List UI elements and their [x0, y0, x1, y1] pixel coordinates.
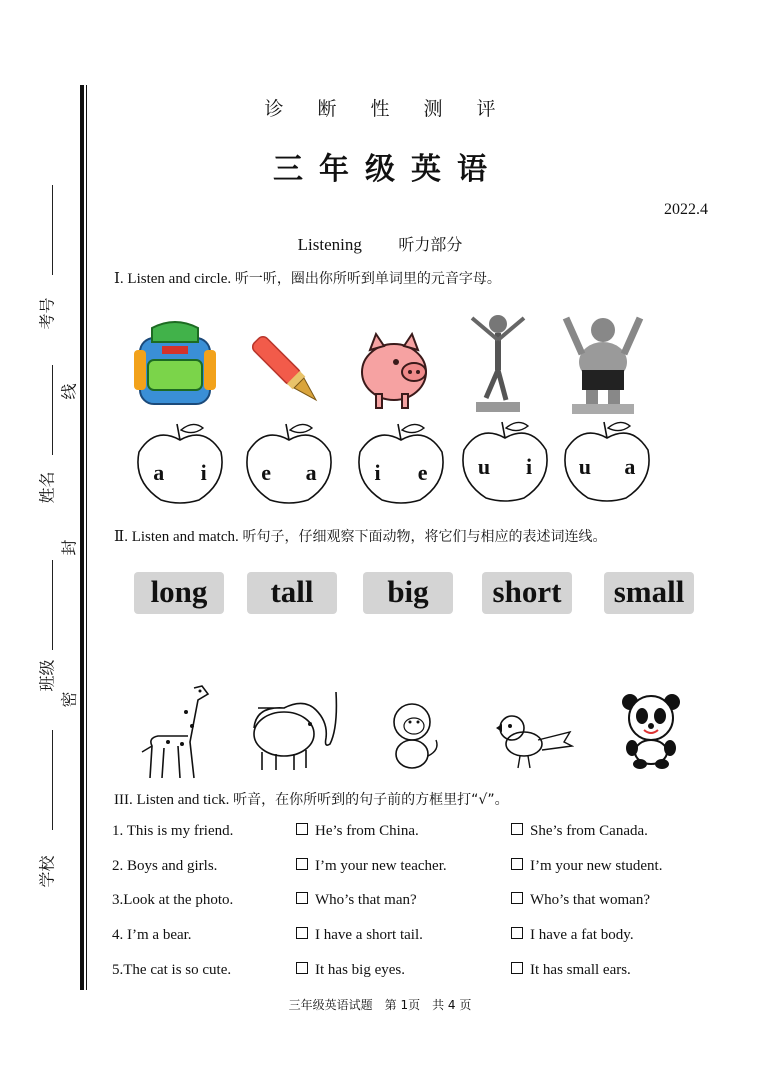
checkbox[interactable] — [511, 823, 523, 835]
tick-option-b[interactable]: She’s from Canada. — [511, 823, 648, 840]
apple-letter[interactable]: i — [525, 454, 533, 479]
word-card-long[interactable]: long — [134, 572, 224, 614]
apple-letter[interactable]: a — [153, 460, 165, 485]
apple-choice-3[interactable] — [356, 420, 446, 504]
tick-option-b[interactable]: I have a fat body. — [511, 927, 634, 944]
monkey-icon[interactable] — [386, 700, 442, 772]
side-label-school: 学校 — [37, 855, 57, 888]
fat-woman-on-scale-icon — [562, 310, 644, 416]
tick-option-b[interactable]: It has small ears. — [511, 962, 631, 979]
section1-heading: Ⅰ. Listen and circle. 听一听，圈出你所听到单词里的元音字母。 — [114, 271, 501, 287]
exam-date: 2022.4 — [664, 201, 708, 218]
tick-option-a[interactable]: He’s from China. — [296, 823, 419, 840]
apple-letter[interactable]: u — [477, 454, 491, 479]
checkbox[interactable] — [511, 892, 523, 904]
apple-choice-1[interactable] — [135, 420, 225, 504]
pen-icon — [244, 328, 330, 414]
listening-heading — [0, 232, 760, 255]
listening-heading-cn: 听力部分 — [398, 235, 463, 254]
checkbox[interactable] — [296, 927, 308, 939]
bird-icon[interactable] — [492, 710, 574, 772]
apple-letter[interactable]: u — [578, 454, 591, 479]
name-blank — [52, 365, 53, 455]
tick-option-a[interactable]: It has big eyes. — [296, 962, 405, 979]
tick-option-a[interactable]: Who’s that man? — [296, 892, 417, 909]
checkbox[interactable] — [511, 927, 523, 939]
listening-heading-en: Listening — [297, 235, 362, 254]
word-card-tall[interactable]: tall — [247, 572, 337, 614]
side-label-seal: 封 — [59, 539, 79, 556]
pig-icon — [352, 330, 436, 412]
apple-choice-2[interactable] — [244, 420, 334, 504]
checkbox[interactable] — [296, 962, 308, 974]
class-blank — [52, 560, 53, 650]
page-subtitle: 诊断性测评 — [264, 98, 530, 120]
panda-icon[interactable] — [620, 692, 682, 770]
elephant-icon[interactable] — [244, 688, 344, 774]
apple-choice-4[interactable] — [460, 418, 550, 502]
thin-woman-on-scale-icon — [462, 310, 534, 418]
side-label-exam-no: 考号 — [37, 297, 57, 330]
section3-heading: III. Listen and tick. 听音，在你所听到的句子前的方框里打“√”。 — [114, 792, 509, 808]
apple-letter[interactable]: i — [200, 460, 207, 485]
tick-prompt: 1. This is my friend. — [112, 823, 234, 839]
tick-prompt: 4. I’m a bear. — [112, 927, 192, 943]
backpack-icon — [132, 320, 218, 410]
tick-option-a[interactable]: I’m your new teacher. — [296, 858, 447, 875]
margin-rule-thin — [86, 85, 87, 990]
tick-option-b[interactable]: I’m your new student. — [511, 858, 662, 875]
checkbox[interactable] — [296, 858, 308, 870]
tick-option-a[interactable]: I have a short tail. — [296, 927, 423, 944]
exam-no-blank — [52, 185, 53, 275]
apple-letter[interactable]: e — [261, 460, 272, 485]
checkbox[interactable] — [511, 858, 523, 870]
page-title: 三年级英语 — [273, 152, 503, 187]
apple-letter[interactable]: a — [305, 460, 317, 485]
checkbox[interactable] — [511, 962, 523, 974]
tick-prompt: 5.The cat is so cute. — [112, 962, 232, 978]
school-blank — [52, 730, 53, 830]
checkbox[interactable] — [296, 823, 308, 835]
giraffe-icon[interactable] — [138, 682, 218, 782]
apple-choice-5[interactable] — [562, 418, 652, 502]
word-card-big[interactable]: big — [363, 572, 453, 614]
tick-option-b[interactable]: Who’s that woman? — [511, 892, 650, 909]
margin-rule-thick — [80, 85, 84, 990]
word-card-small[interactable]: small — [604, 572, 694, 614]
section2-heading: Ⅱ. Listen and match. 听句子，仔细观察下面动物，将它们与相应的表述词连线。 — [114, 529, 607, 545]
word-card-short[interactable]: short — [482, 572, 572, 614]
tick-prompt: 3.Look at the photo. — [112, 892, 234, 908]
apple-letter[interactable]: e — [417, 460, 428, 485]
apple-letter[interactable]: i — [374, 460, 381, 485]
tick-prompt: 2. Boys and girls. — [112, 858, 218, 874]
side-label-name: 姓名 — [37, 471, 57, 504]
side-label-line: 线 — [59, 383, 79, 400]
page-footer: 三年级英语试题 第 1页 共 4 页 — [288, 998, 472, 1012]
apple-letter[interactable]: a — [624, 454, 636, 479]
checkbox[interactable] — [296, 892, 308, 904]
side-label-secret: 密 — [59, 691, 79, 708]
side-label-class: 班级 — [37, 659, 57, 692]
